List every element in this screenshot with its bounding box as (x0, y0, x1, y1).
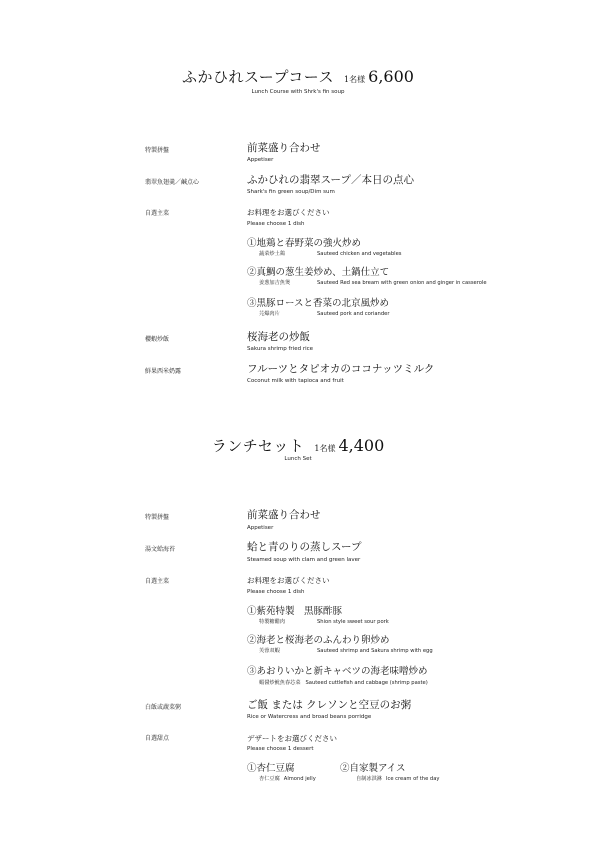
course2-cat-2: 湯文蛤海苔 (145, 546, 176, 553)
course1-per-person: 1名様 (344, 75, 366, 84)
course2-dish-4: ご飯 または クレソンと空豆のお粥 (247, 699, 412, 711)
course2-option-2-sub (259, 647, 433, 654)
course1-dish-3: お料理をお選びください (247, 208, 330, 217)
course2-dessert-1-cn: 杏仁豆腐 (259, 776, 280, 782)
course2-dish-5: デザートをお選びください (247, 734, 337, 743)
course2-en-3: Please choose 1 dish (247, 589, 305, 595)
course2-cat-5: 自選甜点 (145, 735, 170, 742)
course2-option-2-cn: 芙蓉双蝦 (259, 648, 280, 654)
course2-option-2-en: Sauteed shrimp and Sakura shrimp with egg (317, 648, 433, 654)
course1-dish-1: 前菜盛り合わせ (247, 142, 321, 154)
course1-cat-3: 自選主菜 (145, 210, 170, 217)
course2-en-2: Steamed soup with clam and green laver (247, 557, 361, 563)
course1-option-2-cn: 姜葱加吉魚煲 (259, 280, 291, 286)
course1-price: 6,600 (368, 67, 414, 86)
course2-option-1-sub (259, 618, 389, 625)
course2-title: ランチセット (211, 437, 305, 455)
course1-option-1: ①地鶏と春野菜の強火炒め (247, 238, 362, 249)
course2-dessert-1: ①杏仁豆腐 (247, 763, 295, 774)
course1-en-3: Please choose 1 dish (247, 221, 305, 227)
course1-cat-2: 翡翠魚翅羹／鹹点心 (145, 179, 200, 186)
course2-option-3: ③あおりいかと新キャベツの海老味噌炒め (247, 666, 428, 677)
course1-option-3-sub (259, 310, 389, 317)
course2-dessert-1-sub (259, 775, 316, 782)
course1-en-4: Sakura shrimp fried rice (247, 346, 314, 352)
course1-option-2-en: Sauteed Red sea bream with green onion and ginger in casserole (317, 280, 487, 286)
course1-cat-1: 特製拼盤 (145, 147, 170, 154)
course1-dish-5: フルーツとタピオカのココナッツミルク (247, 363, 435, 375)
course1-option-1-cn: 蔬菜炒土鶏 (259, 251, 285, 257)
course2-price: 4,400 (338, 436, 385, 455)
course1-title-line (0, 66, 596, 87)
course2-cat-4: 白飯或蔬菜粥 (145, 704, 182, 711)
course2-option-2: ②海老と桜海老のふんわり卵炒め (247, 635, 390, 646)
course1-cat-5: 鮮果西米奶露 (145, 368, 182, 375)
course2-title-line (0, 435, 596, 456)
course2-dessert-2-en: Ice cream of the day (385, 776, 440, 782)
course1-cat-4: 櫻蝦炒飯 (145, 336, 170, 343)
course2-option-3-cn: 蝦醤炒魷魚春芯菜 (259, 680, 301, 686)
course2-dessert-2-cn: 自制冰淇淋 (356, 776, 382, 782)
course1-dish-4: 桜海老の炒飯 (247, 331, 310, 343)
course2-dessert-2-sub (356, 775, 439, 782)
course1-option-2-sub (259, 279, 487, 286)
course2-option-1: ①紫苑特製 黒豚酢豚 (247, 606, 343, 617)
course1-dish-2: ふかひれの翡翠スープ／本日の点心 (247, 174, 414, 186)
course2-en-4: Rice or Watercress and broad beans porridge (247, 714, 372, 720)
course1-en-1: Appetiser (247, 157, 274, 163)
course1-subtitle: Lunch Course with Shrk's fin soup (251, 89, 345, 95)
course2-en-5: Please choose 1 dessert (247, 746, 314, 752)
course2-en-1: Appetiser (247, 525, 274, 531)
course2-dish-1: 前菜盛り合わせ (247, 509, 321, 521)
course1-option-2: ②真鯛の葱生姜炒め、土鍋仕立て (247, 267, 390, 278)
course1-en-5: Coconut milk with tapioca and fruit (247, 378, 344, 384)
course1-option-3: ③黒豚ロースと香菜の北京風炒め (247, 298, 390, 309)
course2-dish-2: 蛤と青のりの蒸しスープ (247, 541, 362, 553)
course1-option-3-en: Sauteed pork and coriander (317, 311, 390, 317)
course1-option-3-cn: 芫爆肉片 (259, 311, 280, 317)
course1-option-1-en: Sauteed chicken and vegetables (317, 251, 402, 257)
course2-per-person: 1名様 (314, 444, 336, 453)
course2-dessert-1-en: Almond jelly (283, 776, 316, 782)
course2-dish-3: お料理をお選びください (247, 576, 330, 585)
course1-en-2: Shark's fin green soup/Dim sum (247, 189, 335, 195)
course2-option-3-en: Sauteed cuttlefish and cabbage (shrimp paste) (305, 680, 428, 686)
course1-option-1-sub (259, 250, 402, 257)
course2-option-1-cn: 特製糖醋肉 (259, 619, 285, 625)
course2-cat-3: 自選主菜 (145, 578, 170, 585)
course2-subtitle: Lunch Set (284, 456, 312, 462)
course2-option-1-en: Shion style sweet sour pork (317, 619, 389, 625)
course2-cat-1: 特製拼盤 (145, 514, 170, 521)
course2-dessert-2: ②自家製アイス (340, 763, 406, 774)
course1-title: ふかひれスープコース (182, 68, 335, 86)
course2-option-3-sub (259, 679, 428, 686)
